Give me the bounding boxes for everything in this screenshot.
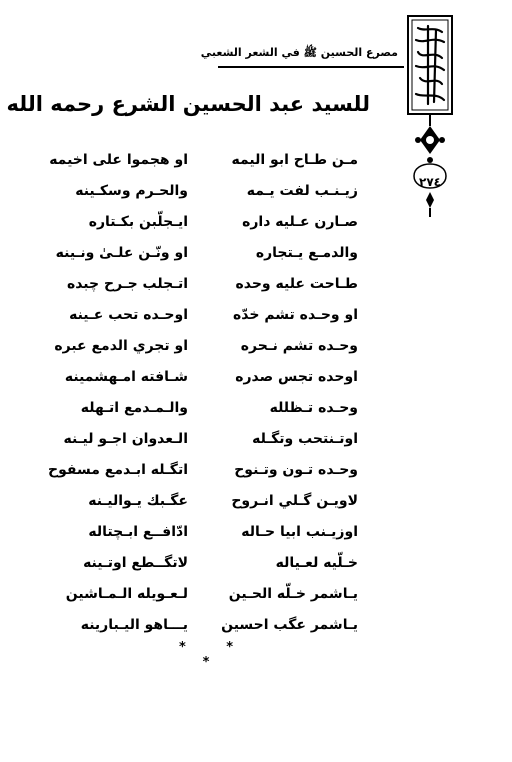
verse-left-10: الـعدوان اجـو ليـنه xyxy=(63,431,188,447)
verse-right-7: وحـده تشم نـحره xyxy=(240,338,358,354)
verse-right-3: صـارن عـليه داره xyxy=(242,214,358,230)
verse-right-16: يـاشمر عگب احسين xyxy=(221,617,358,633)
verse-left-12: عگـبك يـواليـنه xyxy=(88,493,188,509)
verse-left-16: يـــاهو اليـبارينه xyxy=(80,617,188,633)
verse-left-9: والـمـدمع اتـهله xyxy=(80,400,188,416)
verse-right-11: وحـده تـون وتـنوح xyxy=(234,462,358,478)
verse-left-5: اتـجلب جـرح چبده xyxy=(66,276,188,292)
verse-right-13: اوزيـنب ابيا حـاله xyxy=(241,524,358,540)
verse-left-8: شـافته امـهشمينه xyxy=(64,369,188,385)
poem-right-column xyxy=(221,150,358,640)
verse-left-13: ادّافــع ابـچتاله xyxy=(88,524,188,540)
verse-left-1: او هجموا على اخيمه xyxy=(49,152,188,168)
verse-left-2: والحـرم وسكـينه xyxy=(75,183,188,199)
verse-right-1: مـن طـاح ابو اليمه xyxy=(231,152,358,168)
header-rule xyxy=(218,66,404,68)
page-number: ٢٧٤ xyxy=(419,175,441,189)
verse-left-7: او تجري الدمع عبره xyxy=(54,338,188,354)
verse-right-10: اوتـنتحب وتگـله xyxy=(252,431,358,447)
verse-right-15: يـاشمر خـلّه الحـين xyxy=(228,586,358,602)
verse-right-14: خـلّيه لعـياله xyxy=(275,555,358,571)
running-header-title: مصرع الحسين ﷺ في الشعر الشعبي xyxy=(200,46,398,59)
verse-right-6: او وحـده تشم خدّه xyxy=(233,307,358,323)
verse-left-14: لاتگــطع اوتـينه xyxy=(83,555,188,571)
verse-left-11: اتگـله ابـدمع مسفوح xyxy=(48,462,188,478)
verse-right-8: اوحده تجس صدره xyxy=(235,369,358,385)
verse-left-4: او ونّـن علـىٰ ونـينه xyxy=(55,245,188,261)
verse-right-12: لاويـن گـلي انـروح xyxy=(231,493,358,509)
verse-left-15: لـعـويله الـمـاشين xyxy=(65,586,188,602)
poem-left-column xyxy=(48,150,188,640)
end-mark: * * * xyxy=(178,640,252,670)
verse-right-2: زيـنـب لفت يـمه xyxy=(246,183,358,199)
verse-left-3: ايـجلّبن بكـتاره xyxy=(88,214,188,230)
verse-right-9: وحـده تـظلله xyxy=(269,400,358,416)
verse-right-5: طـاحت عليه وحده xyxy=(235,276,358,292)
poem-title: للسيد عبد الحسين الشرع رحمه الله xyxy=(6,92,370,116)
verse-right-4: والدمـع يـتجاره xyxy=(255,245,358,261)
verse-left-6: اوحـده تحب عـينه xyxy=(69,307,188,323)
